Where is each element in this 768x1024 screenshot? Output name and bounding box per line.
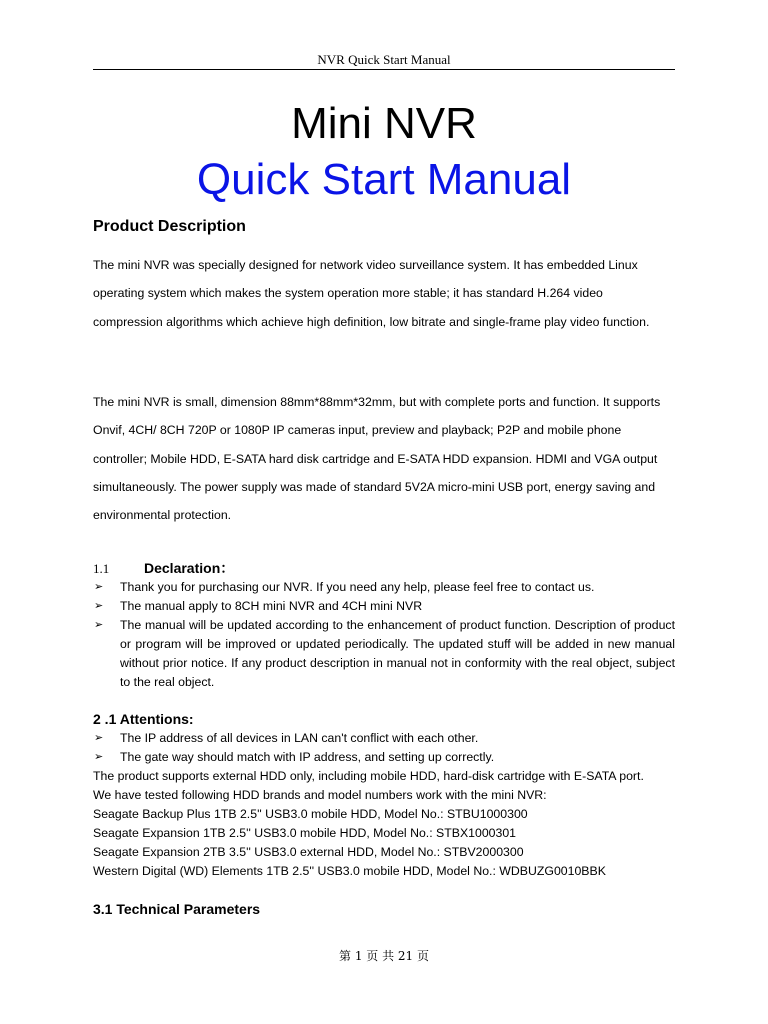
section-heading-attentions: 2 .1 Attentions: (93, 711, 194, 727)
running-header: NVR Quick Start Manual (317, 52, 451, 67)
list-item-text: The gate way should match with IP address, and setting up correctly. (120, 750, 495, 764)
list-item (93, 597, 675, 616)
hdd-compatibility-text (93, 767, 693, 881)
text-line: We have tested following HDD brands and model numbers work with the mini NVR: (93, 788, 547, 802)
product-description-paragraph-1: The mini NVR was specially designed for network video surveillance system. It has embedded Linux operating system which makes the system operation more stable; it has standard H.264 video compression algorithms which achieve high definition, low bitrate and single-frame play video function. (93, 258, 650, 329)
text-line: Seagate Backup Plus 1TB 2.5'' USB3.0 mobile HDD, Model No.: STBU1000300 (93, 807, 528, 821)
section-heading-declaration (93, 559, 234, 578)
text-line: Seagate Expansion 2TB 3.5'' USB3.0 external HDD, Model No.: STBV2000300 (93, 845, 524, 859)
declaration-heading-text: Declaration： (144, 560, 235, 576)
list-item (93, 578, 675, 597)
arrowhead-bullet-icon: ➢ (94, 600, 104, 612)
product-description-paragraph-2: The mini NVR is small, dimension 88mm*88mm*32mm, but with complete ports and function. It supports Onvif, 4CH/ 8CH 720P or 1080P IP cameras input, preview and playback; P2P and mobile phone controller; Mobile HDD, E-SATA hard disk cartridge and E-SATA HDD expansion. HDMI and VGA output simultaneously. The power supply was made of standard 5V2A micro-mini USB port, energy saving and environmental protection. (93, 395, 661, 523)
arrowhead-bullet-icon: ➢ (94, 751, 104, 763)
declaration-list (93, 578, 675, 692)
attentions-list (93, 729, 675, 767)
section-heading-technical-parameters: 3.1 Technical Parameters (93, 901, 261, 917)
arrowhead-bullet-icon: ➢ (94, 619, 104, 631)
document-subtitle: Quick Start Manual (196, 155, 572, 204)
text-line: Western Digital (WD) Elements 1TB 2.5'' USB3.0 mobile HDD, Model No.: WDBUZG0010BBK (93, 864, 606, 878)
list-item (93, 748, 675, 767)
header-rule (93, 69, 675, 70)
list-item-text: The manual apply to 8CH mini NVR and 4CH mini NVR (120, 599, 423, 613)
list-item-text: Thank you for purchasing our NVR. If you need any help, please feel free to contact us. (120, 580, 595, 594)
list-item-text: The IP address of all devices in LAN can't conflict with each other. (120, 731, 479, 745)
document-title: Mini NVR (291, 99, 477, 148)
page-footer: 第 1 页 共 21 页 (339, 949, 429, 963)
text-line: The product supports external HDD only, including mobile HDD, hard-disk cartridge with E-SATA port. (93, 769, 644, 783)
list-item-text: The manual will be updated according to the enhancement of product function. Description of product or program will be improved or updated periodically. The updated stuff will be added in new manual without prior notice. If any product description in manual not in conformity with the real object, subject to the real object. (120, 618, 675, 689)
list-item (93, 616, 675, 692)
arrowhead-bullet-icon: ➢ (94, 732, 104, 744)
list-item (93, 729, 675, 748)
section-heading-product-description: Product Description (93, 218, 246, 235)
section-number: 1.1 (93, 561, 110, 576)
arrowhead-bullet-icon: ➢ (94, 581, 104, 593)
text-line: Seagate Expansion 1TB 2.5'' USB3.0 mobile HDD, Model No.: STBX1000301 (93, 826, 517, 840)
